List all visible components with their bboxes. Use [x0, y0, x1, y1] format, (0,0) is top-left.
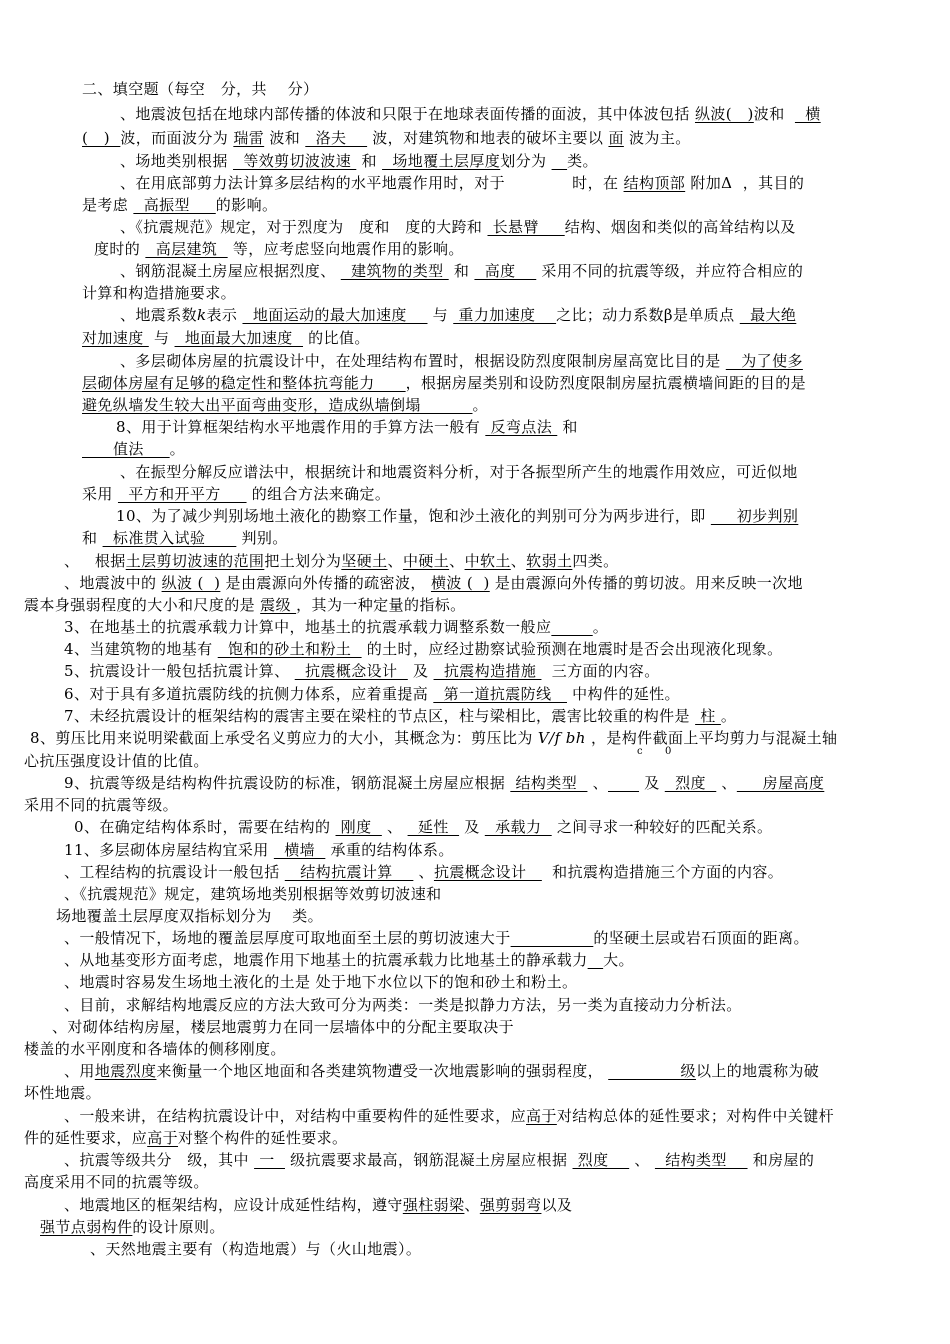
underlined-answer: 值法: [82, 440, 170, 458]
text-line: [64, 884, 442, 904]
text-segment: 的坚硬土层或岩石顶面的距离。: [593, 929, 809, 947]
text-segment: 中构件的延性。: [566, 685, 680, 703]
underlined-answer: 最大绝: [739, 306, 797, 324]
text-line: [120, 104, 821, 124]
text-segment: 结构、烟囱和类似的高耸结构以及: [564, 218, 796, 236]
text-segment: 来衡量一个地区地面和各类建筑物遭受一次地震影响的强弱程度，: [156, 1062, 609, 1080]
text-segment: 划分为: [500, 152, 552, 170]
text-segment: 和: [82, 529, 103, 547]
underlined-answer: 纵波( ): [694, 105, 754, 123]
underlined-answer: 地震烈度: [94, 1062, 157, 1080]
text-segment: 以上的地震称为破: [695, 1062, 820, 1080]
underlined-answer: 层砌体房屋有足够的稳定性和整体抗弯能力: [82, 374, 406, 392]
text-line: [64, 639, 783, 659]
text-segment: 、地震波包括在地球内部传播的体波和只限于在地球表面传播的面波，其中体波包括: [120, 105, 695, 123]
text-segment: 和抗震构造措施三个方面的内容。: [541, 863, 784, 881]
text-line: [24, 1128, 347, 1148]
text-line: [52, 1017, 514, 1037]
underlined-answer: 面: [608, 129, 624, 147]
text-segment: 、多层砌体房屋的抗震设计中，在处理结构布置时，根据设防烈度限制房屋高宽比目的是: [120, 352, 726, 370]
text-line: [64, 617, 608, 637]
underlined-answer: 震级: [260, 596, 297, 614]
text-line: [64, 573, 803, 593]
text-segment: 与: [148, 329, 175, 347]
text-line: [64, 773, 824, 793]
underlined-answer: 承载力: [484, 818, 552, 836]
text-segment: 计算和构造措施要求。: [82, 284, 237, 302]
text-line: [90, 1239, 421, 1259]
text-segment: 。: [169, 440, 186, 458]
underlined-answer: 中软土: [464, 552, 511, 570]
text-segment: 。: [592, 618, 609, 636]
text-segment: 波和: [264, 129, 306, 147]
text-segment: 大。: [603, 951, 634, 969]
text-segment: 及: [639, 774, 665, 792]
text-segment: 、: [464, 1196, 480, 1214]
text-segment: 。: [472, 396, 488, 414]
text-segment: 9、抗震等级是结构构件抗震设防的标准，钢筋混凝土房屋应根据: [64, 774, 511, 792]
text-segment: 、用: [64, 1062, 95, 1080]
text-segment: 、一般来讲，在结构抗震设计中，对结构中重要构件的延性要求，应: [64, 1107, 527, 1125]
underlined-answer: 中硬土: [402, 552, 450, 570]
text-line: [64, 928, 809, 948]
text-segment: 判别。: [236, 529, 288, 547]
text-segment: 对结构总体的延性要求；对构件中关键杆: [556, 1107, 835, 1125]
text-segment: 等，应考虑竖向地震作用的影响。: [227, 240, 464, 258]
text-segment: 采用不同的抗震等级。: [24, 796, 179, 814]
text-segment: 8、剪压比用来说明梁截面上承受名义剪应力的大小，其概念为：剪压比为: [30, 729, 538, 747]
text-segment: 、 根据: [64, 552, 126, 570]
text-line: [82, 328, 370, 348]
text-line: [24, 795, 178, 815]
underlined-answer: 强剪弱弯: [479, 1196, 542, 1214]
text-segment: 是考虑: [82, 196, 134, 214]
text-segment: 的比值。: [303, 329, 370, 347]
formula-text: k: [197, 306, 207, 324]
underlined-answer: 建筑物的类型: [340, 262, 449, 280]
text-segment: 类。: [567, 152, 598, 170]
text-segment: 震本身强弱程度的大小和尺度的是: [24, 596, 261, 614]
text-segment: 及: [459, 818, 485, 836]
text-segment: 的影响。: [215, 196, 278, 214]
underlined-answer: 横墙: [273, 841, 326, 859]
text-segment: 、从地基变形方面考虑，地震作用下地基土的抗震承载力比地基土的静承载力: [64, 951, 588, 969]
underlined-answer: 地面最大加速度: [174, 329, 304, 347]
text-segment: 以及: [541, 1196, 573, 1214]
underlined-answer: 柱: [695, 707, 721, 725]
text-line: [120, 217, 796, 237]
text-line: [64, 950, 634, 970]
underlined-answer: 房屋高度: [736, 774, 825, 792]
text-segment: 采用: [82, 485, 118, 503]
text-line: [24, 1083, 101, 1103]
text-line: [120, 151, 598, 171]
formula-subscripts: [637, 742, 672, 762]
underlined-answer: 横: [794, 105, 821, 123]
text-line: [82, 128, 691, 148]
text-segment: 采用不同的抗震等级，并应符合相应的: [536, 262, 804, 280]
text-segment: 、: [449, 552, 465, 570]
text-segment: 、: [716, 774, 737, 792]
text-segment: 、钢筋混凝土房屋应根据烈度、: [120, 262, 341, 280]
underlined-answer: 横波 ( ): [430, 574, 490, 592]
text-segment: 、《抗震规范》规定，建筑场地类别根据等效剪切波速和: [64, 885, 442, 903]
text-line: [82, 484, 390, 504]
text-segment: 度时的: [94, 240, 146, 258]
text-segment: 和: [448, 262, 475, 280]
text-segment: 和房屋的: [747, 1151, 815, 1169]
text-line: [64, 1195, 572, 1215]
underlined-answer: [511, 929, 594, 947]
text-segment: 四类。: [572, 552, 619, 570]
text-segment: 、对砌体结构房屋，楼层地震剪力在同一层墙体中的分配主要取决于: [52, 1018, 515, 1036]
text-line: [82, 439, 185, 459]
text-segment: 、地震波中的: [64, 574, 162, 592]
underlined-answer: 抗震概念设计: [433, 863, 542, 881]
text-line: [64, 1150, 814, 1170]
underlined-answer: 反弯点法: [485, 418, 558, 436]
underlined-answer: 饱和的砂土和粉土: [217, 640, 362, 658]
underlined-answer: 强柱弱梁: [402, 1196, 465, 1214]
underlined-answer: 平方和开平方: [117, 485, 247, 503]
text-line: [120, 173, 804, 193]
underlined-answer: 避免纵墙发生较大出平面弯曲变形，造成纵墙倒塌: [82, 396, 473, 414]
formula-text: V/f bh: [537, 729, 586, 747]
text-line: [24, 595, 466, 615]
text-segment: 、在用底部剪力法计算多层结构的水平地震作用时，对于 时，在: [120, 174, 624, 192]
text-line: [120, 351, 803, 371]
underlined-answer: 刚度: [335, 818, 382, 836]
text-segment: 的组合方法来确定。: [246, 485, 391, 503]
text-segment: 7、未经抗震设计的框架结构的震害主要在梁柱的节点区，柱与梁相比，震害比较重的构件是: [64, 707, 696, 725]
underlined-answer: [551, 618, 592, 636]
text-segment: 、《抗震规范》规定，对于烈度为 度和 度的大跨和: [120, 218, 488, 236]
underlined-answer: 高振型: [133, 196, 216, 214]
underlined-answer: 结构类型: [510, 774, 588, 792]
text-line: [82, 283, 236, 303]
text-line: [64, 972, 577, 992]
text-segment: 、天然地震主要有（构造地震）与（火山地震）。: [90, 1240, 422, 1258]
text-segment: 件的延性要求，应: [24, 1129, 148, 1147]
text-line: [24, 751, 209, 771]
underlined-answer: 级: [608, 1062, 696, 1080]
text-segment: 的设计原则。: [132, 1218, 225, 1236]
underlined-answer: 高层建筑: [145, 240, 228, 258]
text-segment: 、场地类别根据: [120, 152, 233, 170]
text-segment: 、: [587, 774, 609, 792]
text-segment: 3、在地基土的抗震承载力计算中，地基土的抗震承载力调整系数一般应: [64, 618, 552, 636]
text-segment: 高度采用不同的抗震等级。: [24, 1173, 209, 1191]
formula-subscript: c: [637, 746, 644, 757]
text-line: [64, 706, 736, 726]
text-segment: 二、填空题（每空 分，共 分）: [82, 80, 319, 98]
text-segment: 、在振型分解反应谱法中，根据统计和地震资料分析，对于各振型所产生的地震作用效应，可近似地: [120, 463, 798, 481]
underlined-answer: 长悬臂: [487, 218, 565, 236]
text-segment: 对整个构件的延性要求。: [178, 1129, 348, 1147]
text-segment: 波为主。: [623, 129, 691, 147]
underlined-answer: 坚硬土: [341, 552, 388, 570]
text-line: [82, 528, 288, 548]
underlined-answer: 结构顶部: [623, 174, 686, 192]
text-line: [30, 728, 837, 748]
underlined-answer: 初步判别: [710, 507, 799, 525]
text-segment: 与: [427, 306, 454, 324]
underlined-answer: 等效剪切波波速: [232, 152, 357, 170]
text-line: [120, 305, 796, 325]
text-line: [94, 239, 464, 259]
underlined-answer: 软弱土: [526, 552, 573, 570]
text-segment: 、: [381, 818, 408, 836]
text-segment: 楼盖的水平刚度和各墙体的侧移刚度。: [24, 1040, 286, 1058]
underlined-answer: 第一道抗震防线: [433, 685, 567, 703]
text-line: [40, 1217, 225, 1237]
underlined-answer: 结构抗震计算: [284, 863, 414, 881]
underlined-answer: 高于: [147, 1129, 179, 1147]
text-segment: 。: [720, 707, 737, 725]
text-segment: 心抗压强度设计值的比值。: [24, 752, 209, 770]
text-line: [24, 1039, 286, 1059]
underlined-answer: 为了使多: [725, 352, 803, 370]
underlined-answer: 对加速度: [82, 329, 149, 347]
underlined-answer: 烈度: [664, 774, 717, 792]
text-segment: 10、为了减少判别场地土液化的勘察工作量，饱和沙土液化的判别可分为两步进行，即: [116, 507, 711, 525]
text-line: [64, 551, 619, 571]
text-line: [82, 79, 318, 99]
underlined-answer: 土层剪切波速的范围: [125, 552, 265, 570]
text-segment: 0、在确定结构体系时，需要在结构的: [74, 818, 336, 836]
text-line: [82, 395, 488, 415]
text-segment: 、: [413, 863, 434, 881]
text-segment: 、地震系数: [120, 306, 198, 324]
underlined-answer: [552, 152, 568, 170]
text-segment: 的土时，应经过勘察试验预测在地震时是否会出现液化现象。: [361, 640, 783, 658]
underlined-answer: 高于: [526, 1107, 557, 1125]
text-segment: 是由震源向外传播的剪切波。用来反映一次地: [489, 574, 803, 592]
underlined-answer: 抗震构造措施: [433, 662, 542, 680]
text-line: [120, 261, 803, 281]
underlined-answer: [588, 951, 604, 969]
text-segment: 之间寻求一种较好的匹配关系。: [551, 818, 773, 836]
text-segment: 把土划分为: [264, 552, 342, 570]
text-segment: ，根据房屋类别和设防烈度限制房屋抗震横墙间距的目的是: [405, 374, 807, 392]
text-segment: 5、抗震设计一般包括抗震计算、: [64, 662, 295, 680]
text-line: [64, 1061, 819, 1081]
underlined-answer: 抗震概念设计: [294, 662, 408, 680]
underlined-answer: 延性: [407, 818, 460, 836]
text-line: [24, 1172, 209, 1192]
text-segment: 、一般情况下，场地的覆盖层厚度可取地面至土层的剪切波速大于: [64, 929, 511, 947]
text-segment: 是由震源向外传播的疏密波，: [220, 574, 431, 592]
text-line: [64, 840, 454, 860]
text-line: [82, 195, 277, 215]
underlined-answer: 纵波 ( ): [161, 574, 221, 592]
text-segment: 表示: [206, 306, 243, 324]
text-line: [56, 906, 323, 926]
text-segment: 8、用于计算框架结构水平地震作用的手算方法一般有: [116, 418, 486, 436]
text-segment: 、地震时容易发生场地土液化的土是 处于地下水位以下的饱和砂土和粉土。: [64, 973, 578, 991]
underlined-answer: 重力加速度: [453, 306, 557, 324]
text-segment: ，其为一种定量的指标。: [296, 596, 466, 614]
underlined-answer: 场地覆土层厚度: [382, 152, 501, 170]
text-segment: 波和: [753, 105, 795, 123]
text-line: [64, 684, 680, 704]
text-segment: 之比；动力系数β是单质点: [556, 306, 740, 324]
text-segment: 、: [629, 1151, 655, 1169]
underlined-answer: 瑞雷: [233, 129, 265, 147]
underlined-answer: 高度: [474, 262, 537, 280]
text-segment: 、目前，求解结构地震反应的方法大致可分为两类：一类是拟静力方法，另一类为直接动力分析法。: [64, 996, 742, 1014]
text-segment: ，是构件截面上平均剪力与混凝土轴: [585, 729, 838, 747]
text-line: [64, 862, 783, 882]
text-segment: 附加Δ ，其目的: [685, 174, 805, 192]
text-segment: 级抗震要求最高，钢筋混凝土房屋应根据: [284, 1151, 573, 1169]
text-line: [82, 373, 806, 393]
text-line: [116, 506, 798, 526]
underlined-answer: 地面运动的最大加速度: [242, 306, 428, 324]
text-segment: 4、当建筑物的地基有: [64, 640, 218, 658]
text-segment: 波，对建筑物和地表的破坏主要以: [367, 129, 609, 147]
text-segment: 、工程结构的抗震设计一般包括: [64, 863, 285, 881]
text-segment: 和: [356, 152, 383, 170]
text-segment: 和: [557, 418, 578, 436]
text-line: [74, 817, 772, 837]
underlined-answer: 强节点弱构件: [40, 1218, 133, 1236]
underlined-answer: 结构类型: [654, 1151, 748, 1169]
text-segment: 承重的结构体系。: [325, 841, 454, 859]
text-segment: 、: [387, 552, 403, 570]
text-segment: 波，而面波分为: [120, 129, 234, 147]
underlined-answer: [608, 774, 639, 792]
underlined-answer: 标准贯入试验: [102, 529, 237, 547]
text-segment: 11、多层砌体房屋结构宜采用: [64, 841, 274, 859]
underlined-answer: ( ): [82, 129, 121, 147]
underlined-answer: 洛夫: [305, 129, 368, 147]
text-segment: 、地震地区的框架结构，应设计成延性结构，遵守: [64, 1196, 403, 1214]
text-segment: 三方面的内容。: [541, 662, 660, 680]
underlined-answer: 一: [254, 1151, 285, 1169]
text-line: [116, 417, 578, 437]
text-segment: 、抗震等级共分 级，其中: [64, 1151, 255, 1169]
text-segment: 及: [407, 662, 434, 680]
text-line: [64, 995, 742, 1015]
text-segment: 坏性地震。: [24, 1084, 102, 1102]
text-line: [120, 462, 798, 482]
underlined-answer: 烈度: [572, 1151, 630, 1169]
text-line: [64, 661, 660, 681]
text-segment: 场地覆盖土层厚度双指标划分为 类。: [56, 907, 324, 925]
text-segment: 、: [510, 552, 527, 570]
text-segment: 6、对于具有多道抗震防线的抗侧力体系，应着重提高: [64, 685, 434, 703]
text-line: [64, 1106, 834, 1126]
formula-subscript: 0: [665, 746, 672, 757]
